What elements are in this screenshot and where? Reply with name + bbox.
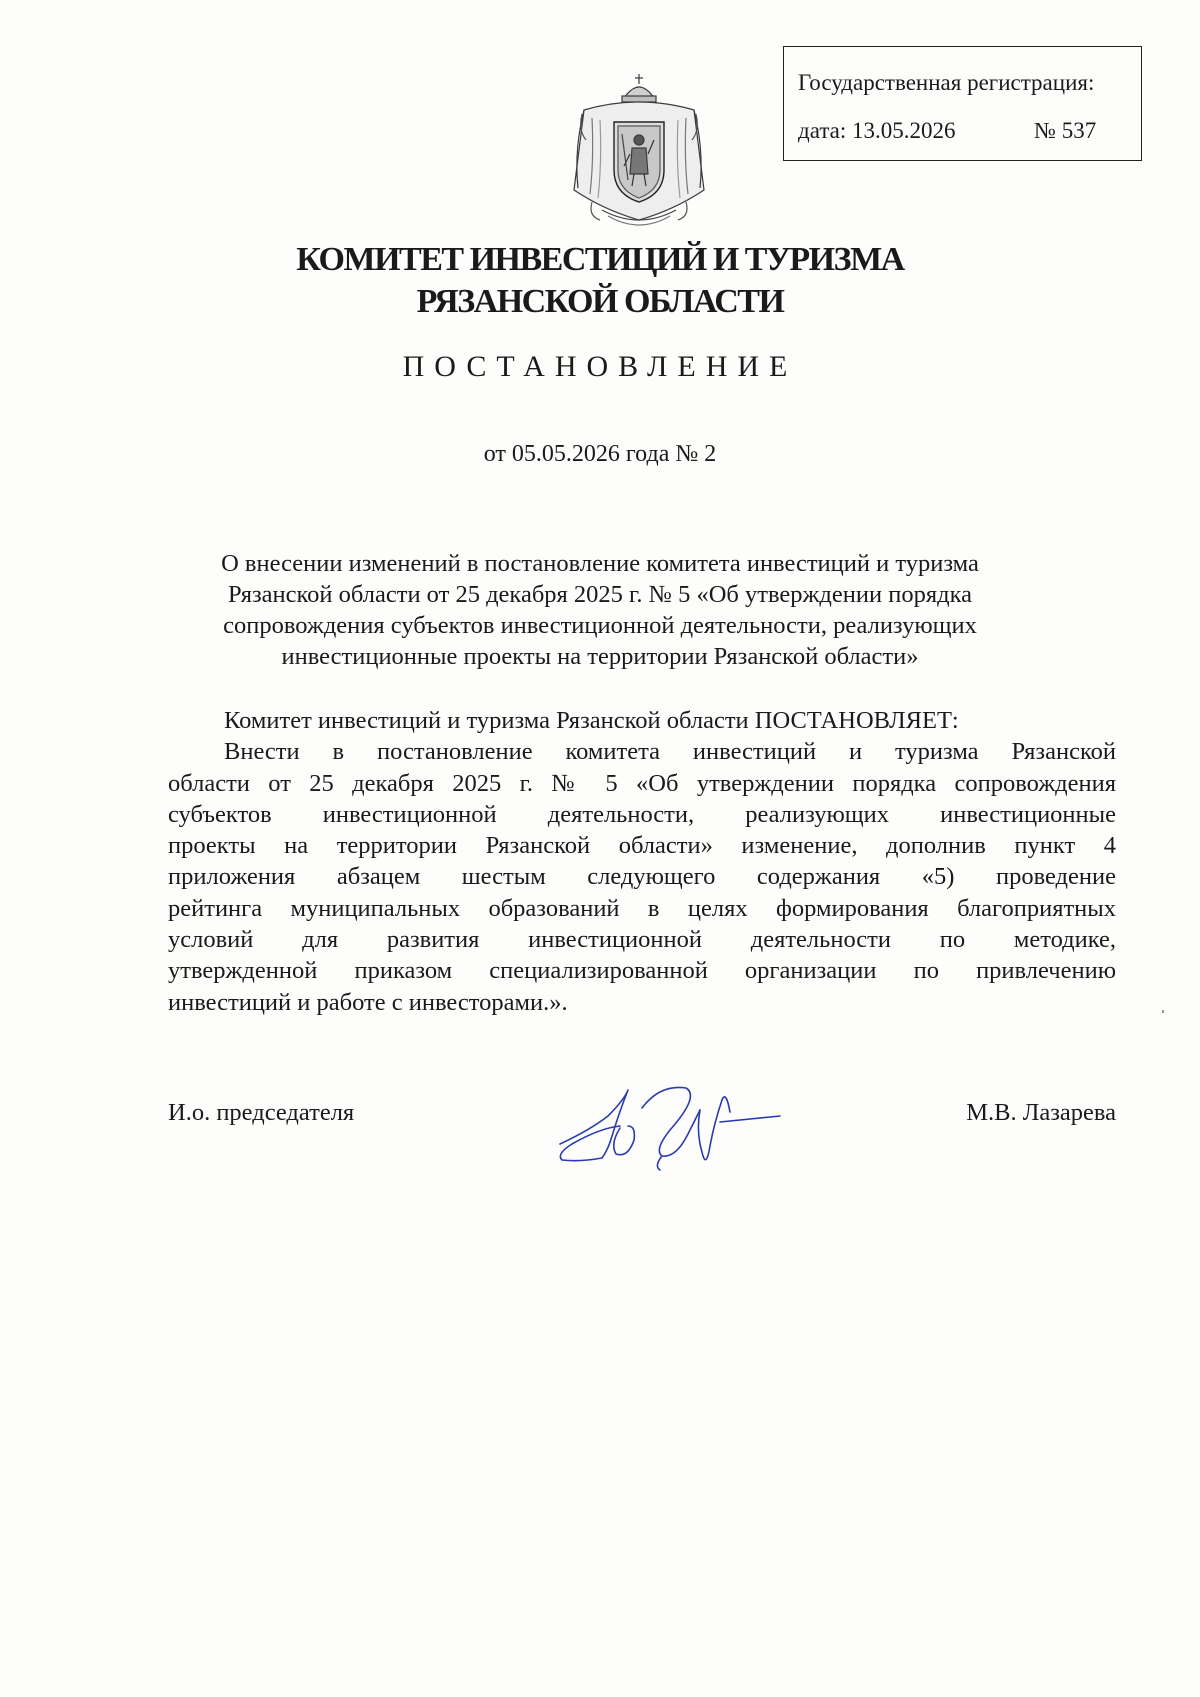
registration-date: дата: 13.05.2026 <box>798 118 956 143</box>
document-body <box>168 705 1116 1018</box>
body-line: проекты на территории Рязанской области» изменение, дополнив пункт 4 <box>168 832 1116 860</box>
body-line: инвестиций и работе с инвесторами.». <box>168 988 568 1016</box>
body-line: условий для развития инвестиционной деятельности по методике, <box>168 926 1116 954</box>
body-line: рейтинга муниципальных образований в целях формирования благоприятных <box>168 894 1116 922</box>
body-line: области от 25 декабря 2025 г. № 5 «Об утверждении порядка сопровождения <box>168 769 1116 797</box>
registration-number: № 537 <box>1034 118 1097 143</box>
document-date: от 05.05.2026 года № 2 <box>483 441 717 467</box>
document-type: ПОСТАНОВЛЕНИЕ <box>402 350 798 383</box>
handwritten-signature-icon <box>550 1070 810 1180</box>
subject-line: инвестиционные проекты на территории Рязанской области» <box>281 643 919 670</box>
subject-line: О внесении изменений в постановление комитета инвестиций и туризма <box>221 550 979 577</box>
subject-line: Рязанской области от 25 декабря 2025 г. № 5 «Об утверждении порядка <box>228 581 972 608</box>
org-name-line-1: КОМИТЕТ ИНВЕСТИЦИЙ И ТУРИЗМА <box>296 241 904 278</box>
registration-stamp <box>783 46 1142 161</box>
subject-line: сопровождения субъектов инвестиционной деятельности, реализующих <box>223 612 977 639</box>
body-line: приложения абзацем шестым следующего содержания «5) проведение <box>168 863 1116 891</box>
ryazan-coat-of-arms-icon <box>564 70 714 240</box>
signatory-name: М.В. Лазарева <box>966 1099 1116 1126</box>
org-name-line-2: РЯЗАНСКОЙ ОБЛАСТИ <box>416 283 784 320</box>
body-line: утвержденной приказом специализированной организации по привлечению <box>168 957 1116 985</box>
body-preamble: Комитет инвестиций и туризма Рязанской области ПОСТАНОВЛЯЕТ: <box>224 707 959 734</box>
document-subject <box>140 548 1060 672</box>
body-line: Внести в постановление комитета инвестиций и туризма Рязанской <box>224 738 1116 766</box>
registration-title: Государственная регистрация: <box>798 70 1095 95</box>
signatory-role: И.о. председателя <box>168 1099 355 1126</box>
scan-speck <box>1162 1010 1164 1013</box>
body-line: субъектов инвестиционной деятельности, реализующих инвестиционные <box>168 800 1116 828</box>
